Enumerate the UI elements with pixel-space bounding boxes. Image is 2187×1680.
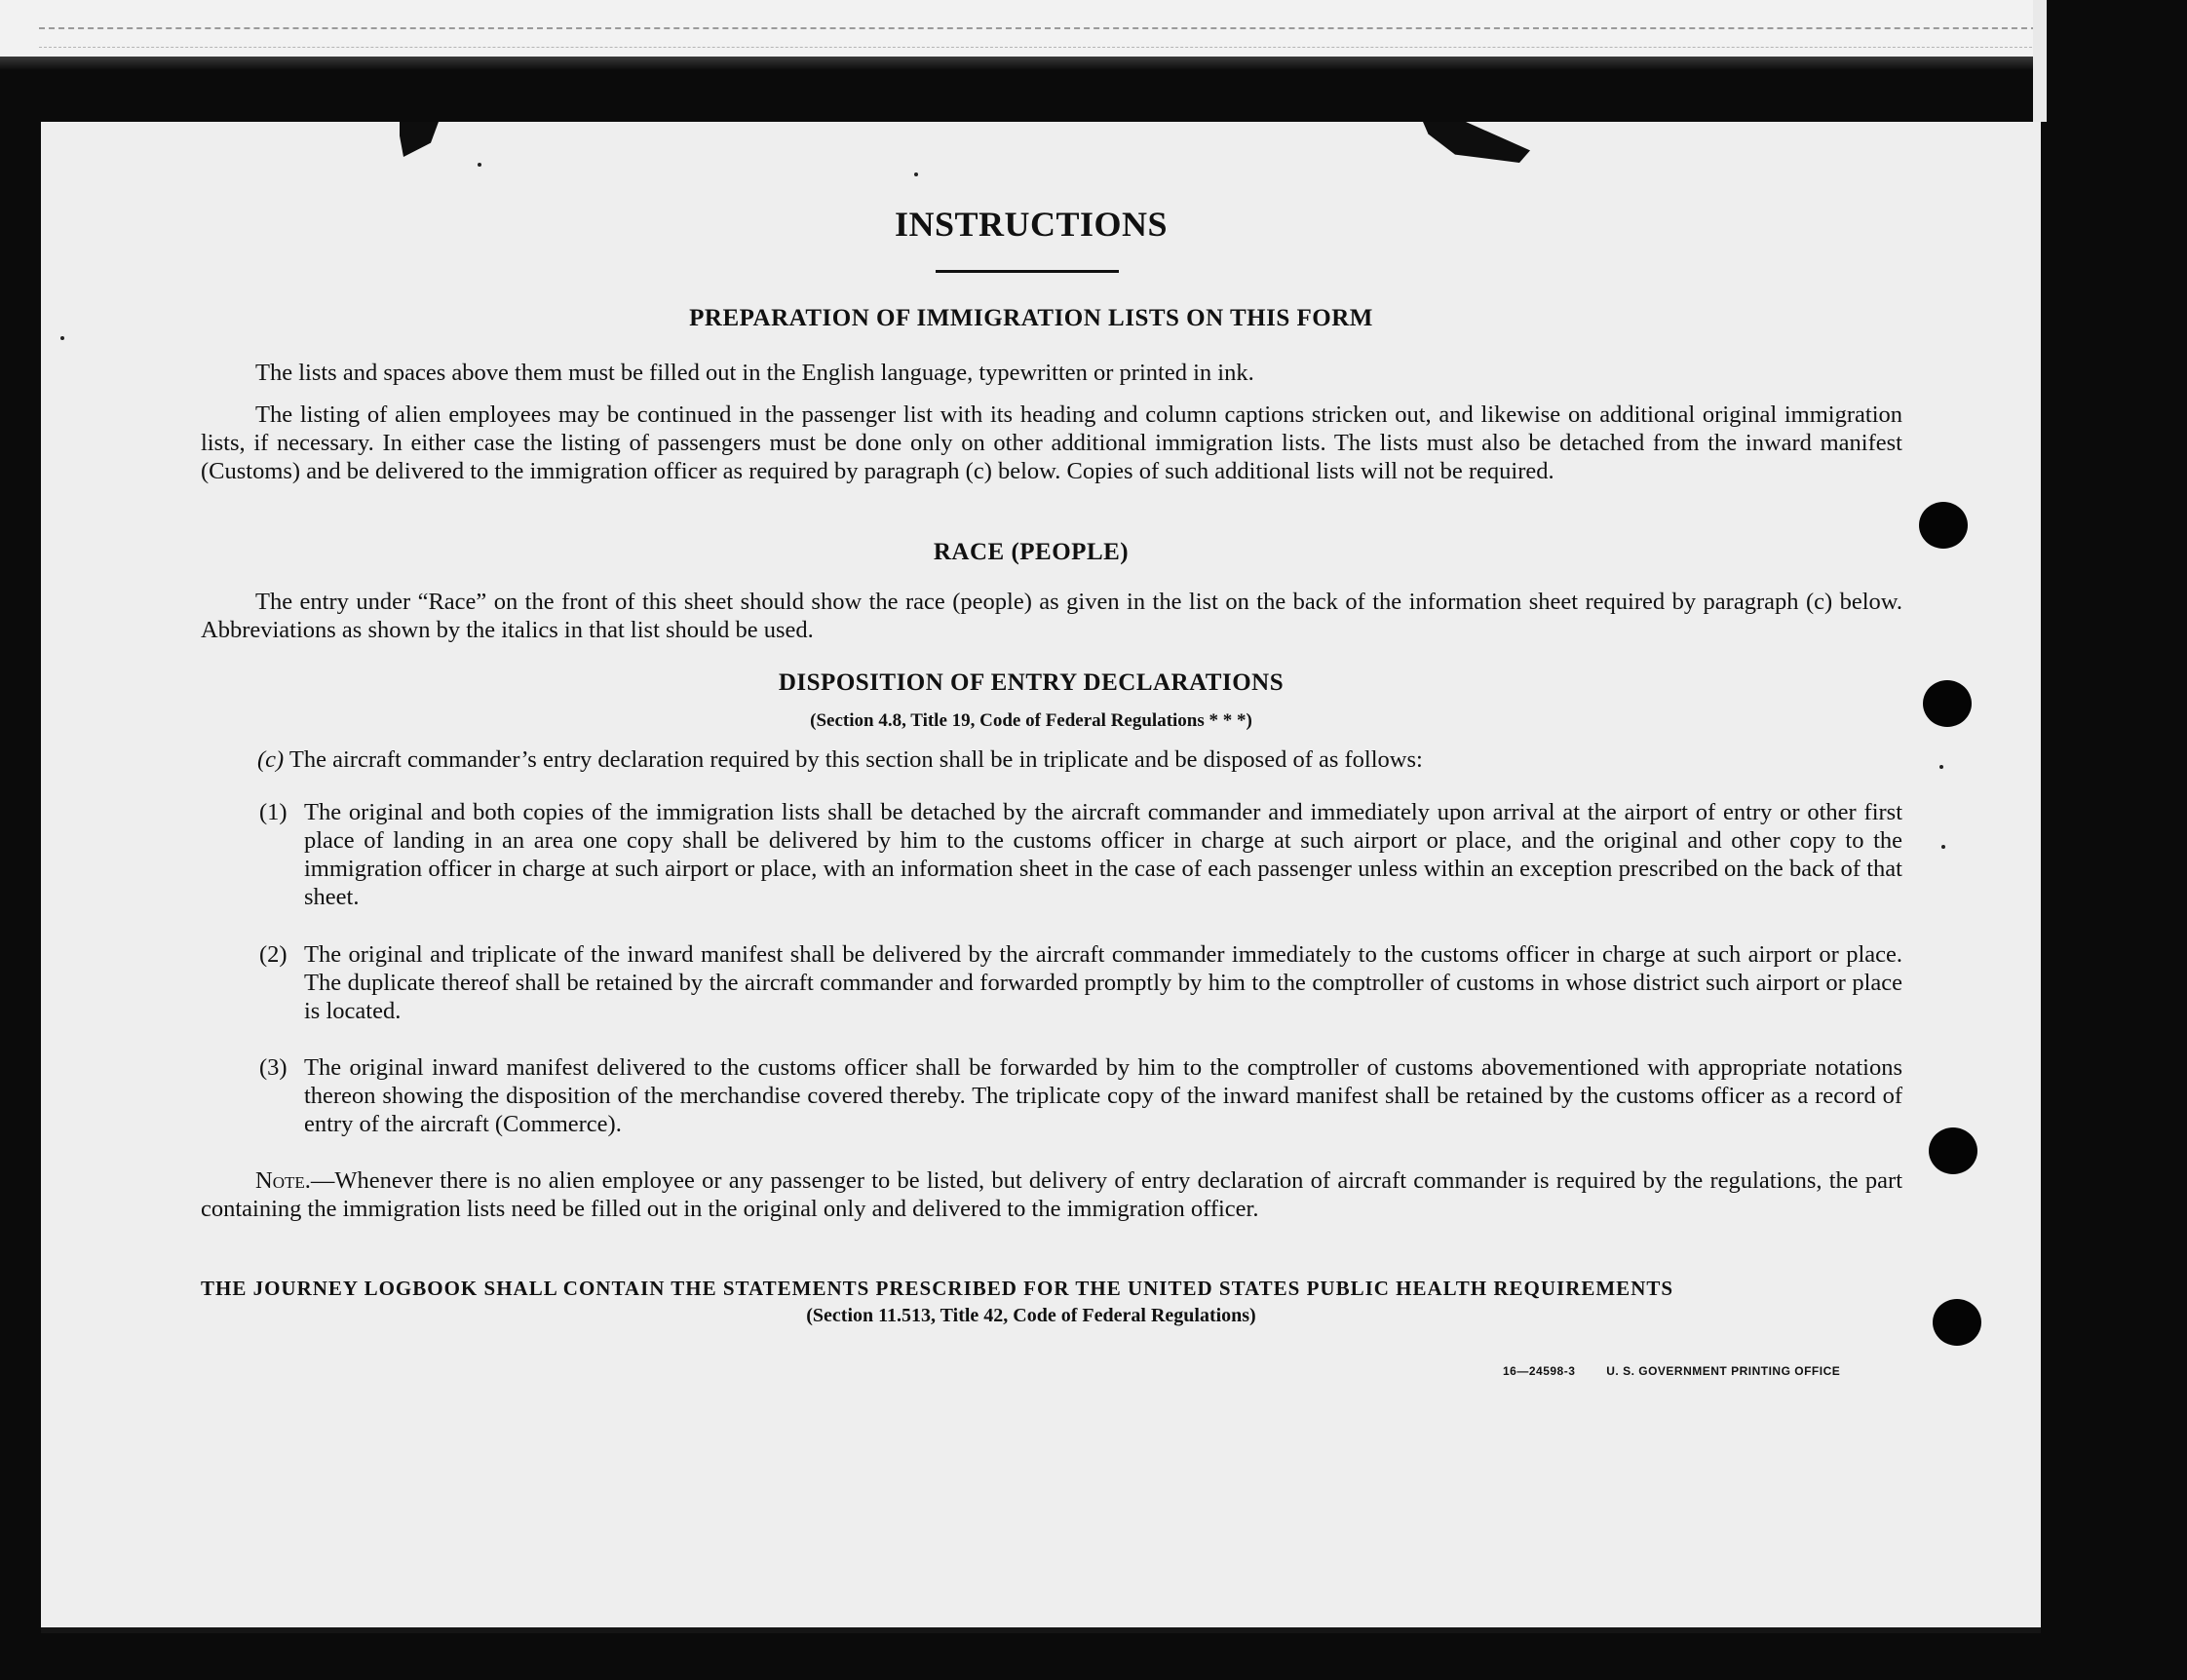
section-heading-race: RACE (PEOPLE) xyxy=(933,539,1130,565)
page-bottom-edge xyxy=(41,1627,2041,1633)
sheet-tab xyxy=(2033,0,2047,122)
item-text: The original and both copies of the immigration lists shall be detached by the aircraft commander and immediately upon arrival at the airport of entry or other first place of landing in an area one copy shall be delivered by him to the customs officer in charge at such airport or place, and the original and other copy to the immigration officer in charge at such airport or place, with an information sheet in the case of each passenger unless within an exception prescribed on the back of that sheet. xyxy=(304,799,1902,910)
previous-sheet-edge xyxy=(0,0,2047,57)
disposition-item-1 xyxy=(259,798,1902,911)
preparation-paragraph-1: The lists and spaces above them must be filled out in the English language, typewritten or printed in ink. xyxy=(255,360,1254,386)
disposition-item-2 xyxy=(259,940,1902,1025)
item-number: (2) xyxy=(259,941,288,968)
disposition-intro xyxy=(257,745,1914,774)
perforation-line xyxy=(39,47,2047,48)
punch-hole xyxy=(1929,1127,1977,1174)
dust-speck xyxy=(60,336,64,340)
note-paragraph xyxy=(201,1166,1902,1223)
logbook-citation: (Section 11.513, Title 42, Code of Federal Regulations) xyxy=(806,1305,1256,1326)
intro-text: The aircraft commander’s entry declaration required by this section shall be in triplicate and be disposed of as follows: xyxy=(288,746,1423,773)
dust-speck xyxy=(914,172,918,176)
print-imprint xyxy=(1503,1364,1867,1378)
section-heading-preparation: PREPARATION OF IMMIGRATION LISTS ON THIS FORM xyxy=(689,305,1373,331)
title-rule xyxy=(936,270,1119,273)
note-label: Note.— xyxy=(255,1167,335,1194)
printer-name: U. S. GOVERNMENT PRINTING OFFICE xyxy=(1606,1364,1841,1378)
item-text: The original and triplicate of the inward manifest shall be delivered by the aircraft commander immediately to the customs officer in charge at such airport or place. The duplicate thereof shall be retained by the aircraft commander and forwarded promptly by him to the comptroller of customs in whose district such airport or place is located. xyxy=(304,941,1902,1024)
note-text: Whenever there is no alien employee or any passenger to be listed, but delivery of entry declaration of aircraft commander is required by the regulations, the part containing the immigration lists need be filled out in the original only and delivered to the immigration officer. xyxy=(201,1167,1902,1222)
form-code: 16—24598-3 xyxy=(1503,1364,1576,1378)
dust-speck xyxy=(1941,845,1945,849)
item-number: (3) xyxy=(259,1054,288,1081)
section-heading-disposition: DISPOSITION OF ENTRY DECLARATIONS xyxy=(778,669,1285,696)
binding-mark xyxy=(1423,122,1530,163)
perforation-line xyxy=(39,27,2047,29)
preparation-paragraph-2: The listing of alien employees may be continued in the passenger list with its heading and column captions stricken out, and likewise on additional original immigration lists, if necessary. In either case the listing of passengers must be done only on other additional immigration lists. The lists must also be detached from the inward manifest (Customs) and be delivered to the immigration officer as required by paragraph (c) below. Copies of such additional lists will not be required. xyxy=(201,401,1902,484)
page-title: INSTRUCTIONS xyxy=(894,205,1169,244)
dust-speck xyxy=(478,163,481,167)
disposition-citation: (Section 4.8, Title 19, Code of Federal Regulations * * *) xyxy=(810,710,1252,731)
sheet-shadow xyxy=(0,57,2047,70)
binding-mark xyxy=(400,122,439,157)
paragraph-label: (c) xyxy=(257,746,285,773)
race-paragraph: The entry under “Race” on the front of this sheet should show the race (people) as given in the list on the back of the information sheet required by paragraph (c) below. Abbreviations as shown by the italics in that list should be used. xyxy=(201,589,1902,643)
logbook-requirement: THE JOURNEY LOGBOOK SHALL CONTAIN THE STATEMENTS PRESCRIBED FOR THE UNITED STATES PUBLIC HEALTH REQUIREMENTS xyxy=(201,1277,1674,1300)
item-text: The original inward manifest delivered to the customs officer shall be forwarded by him to the comptroller of customs abovementioned with appropriate notations thereon showing the disposition of the merchandise covered thereby. The triplicate copy of the inward manifest shall be retained by the customs officer as a record of entry of the aircraft (Commerce). xyxy=(304,1054,1902,1137)
dust-speck xyxy=(1939,765,1943,769)
item-number: (1) xyxy=(259,799,288,825)
instruction-sheet xyxy=(41,122,2041,1630)
disposition-item-3 xyxy=(259,1053,1902,1138)
